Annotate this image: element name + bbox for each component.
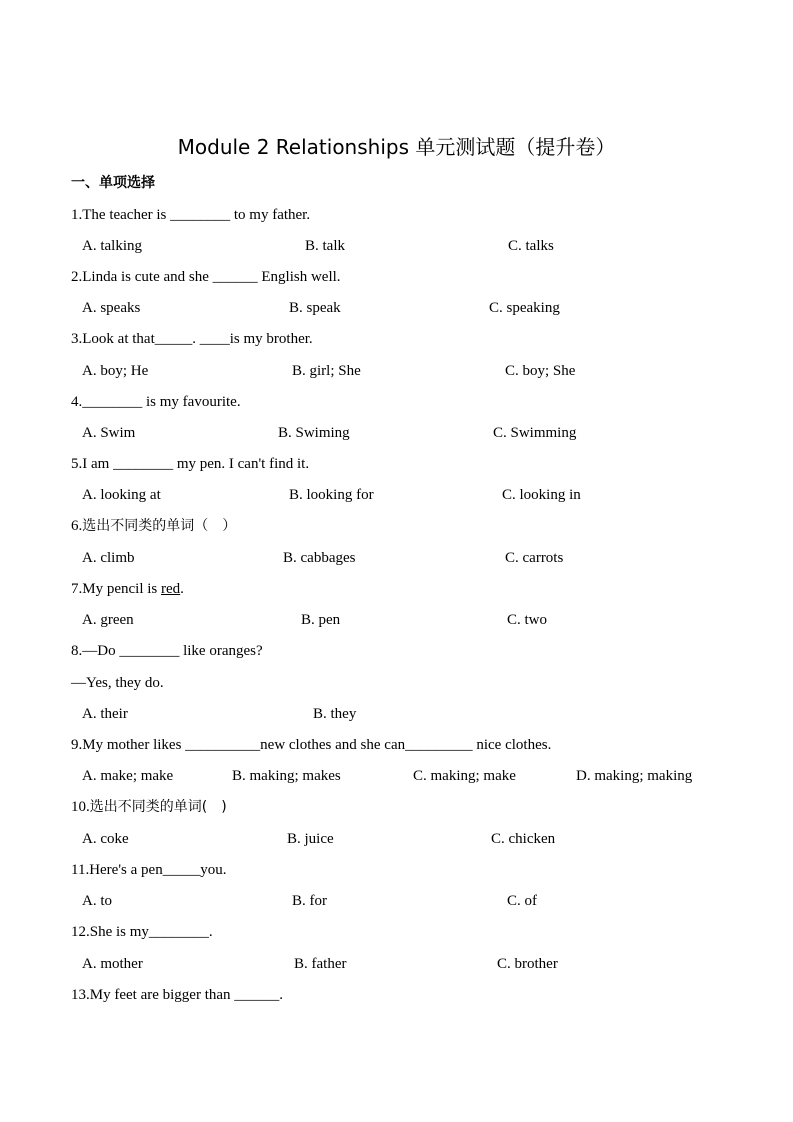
question-number: 6. bbox=[71, 518, 83, 534]
options-1 bbox=[0, 236, 793, 256]
option-b: B. they bbox=[313, 706, 357, 722]
option-c: C. looking in bbox=[502, 487, 581, 503]
options-8 bbox=[0, 704, 793, 724]
options-7 bbox=[0, 610, 793, 630]
option-a: A. to bbox=[82, 893, 112, 909]
question-punctuation: . bbox=[180, 581, 184, 597]
underlined-word: red bbox=[161, 581, 181, 597]
question-5: 5.I am ________ my pen. I can't find it. bbox=[71, 456, 310, 472]
question-text: 选出不同类的单词( ) bbox=[89, 799, 227, 815]
option-c: C. boy; She bbox=[505, 363, 576, 379]
options-2 bbox=[0, 298, 793, 318]
option-c: C. speaking bbox=[489, 300, 560, 316]
option-b: B. making; makes bbox=[232, 768, 341, 784]
option-b: B. Swiming bbox=[278, 425, 350, 441]
question-text: 7.My pencil is bbox=[71, 581, 161, 597]
question-10 bbox=[71, 797, 227, 817]
options-3 bbox=[0, 361, 793, 381]
option-a: A. coke bbox=[82, 831, 129, 847]
option-b: B. speak bbox=[289, 300, 341, 316]
option-a: A. Swim bbox=[82, 425, 136, 441]
question-8-answer: —Yes, they do. bbox=[71, 675, 164, 691]
question-number: 10. bbox=[71, 799, 90, 815]
option-a: A. looking at bbox=[82, 487, 161, 503]
option-b: B. for bbox=[292, 893, 327, 909]
option-d: D. making; making bbox=[576, 768, 693, 784]
option-a: A. boy; He bbox=[82, 363, 149, 379]
question-12: 12.She is my________. bbox=[71, 924, 213, 940]
options-5 bbox=[0, 485, 793, 505]
option-c: C. chicken bbox=[491, 831, 556, 847]
option-c: C. of bbox=[507, 893, 537, 909]
option-c: C. talks bbox=[508, 238, 554, 254]
question-2: 2.Linda is cute and she ______ English well. bbox=[71, 269, 341, 285]
option-b: B. girl; She bbox=[292, 363, 361, 379]
options-11 bbox=[0, 891, 793, 911]
options-6 bbox=[0, 548, 793, 568]
option-b: B. cabbages bbox=[283, 550, 356, 566]
question-3: 3.Look at that_____. ____is my brother. bbox=[71, 331, 313, 347]
options-9 bbox=[0, 766, 793, 786]
option-a: A. climb bbox=[82, 550, 135, 566]
option-c: C. brother bbox=[497, 956, 558, 972]
option-a: A. speaks bbox=[82, 300, 141, 316]
section-heading: 一、单项选择 bbox=[71, 175, 155, 191]
options-10 bbox=[0, 829, 793, 849]
option-c: C. two bbox=[507, 612, 548, 628]
options-12 bbox=[0, 954, 793, 974]
question-8: 8.—Do ________ like oranges? bbox=[71, 643, 263, 659]
option-a: A. mother bbox=[82, 956, 143, 972]
option-b: B. looking for bbox=[289, 487, 374, 503]
option-b: B. father bbox=[294, 956, 347, 972]
option-b: B. talk bbox=[305, 238, 345, 254]
option-c: C. carrots bbox=[505, 550, 564, 566]
question-1: 1.The teacher is ________ to my father. bbox=[71, 207, 311, 223]
options-4 bbox=[0, 423, 793, 443]
option-c: C. making; make bbox=[413, 768, 516, 784]
question-6 bbox=[71, 516, 236, 536]
page-title: Module 2 Relationships 单元测试题（提升卷） bbox=[177, 135, 616, 159]
option-a: A. green bbox=[82, 612, 134, 628]
option-a: A. talking bbox=[82, 238, 142, 254]
question-13: 13.My feet are bigger than ______. bbox=[71, 987, 284, 1003]
option-c: C. Swimming bbox=[493, 425, 577, 441]
option-b: B. pen bbox=[301, 612, 341, 628]
question-9: 9.My mother likes __________new clothes and she can_________ nice clothes. bbox=[71, 737, 552, 753]
question-7 bbox=[71, 579, 184, 599]
option-a: A. their bbox=[82, 706, 128, 722]
question-text: 选出不同类的单词（ ） bbox=[82, 518, 237, 534]
question-4: 4.________ is my favourite. bbox=[71, 394, 241, 410]
question-11: 11.Here's a pen_____you. bbox=[71, 862, 227, 878]
option-b: B. juice bbox=[287, 831, 334, 847]
option-a: A. make; make bbox=[82, 768, 174, 784]
